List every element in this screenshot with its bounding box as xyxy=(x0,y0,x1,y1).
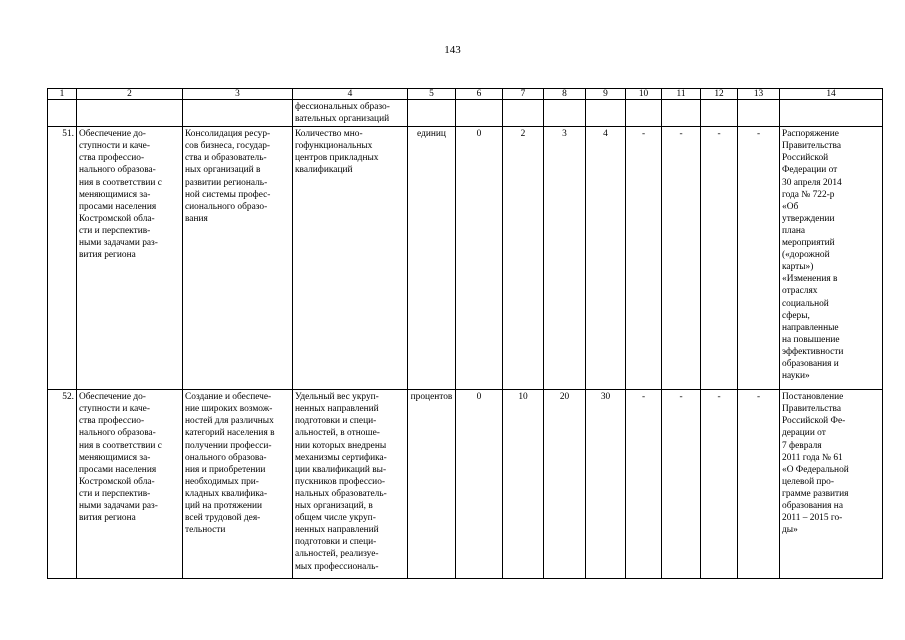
continuation-row xyxy=(48,100,883,127)
goal-cell xyxy=(77,390,183,579)
text-line: ции квалификаций вы- xyxy=(295,464,387,475)
indicators-table xyxy=(47,88,883,579)
col-header: 10 xyxy=(626,89,662,100)
text-line: Российской Фе- xyxy=(782,416,846,427)
text-line: на повышение xyxy=(782,334,840,345)
text-line: вания xyxy=(185,213,208,224)
text-line: «О Федеральной xyxy=(782,464,849,475)
value-cell: 0 xyxy=(456,390,503,579)
text-line: ной системы профес- xyxy=(185,189,271,200)
col-header: 14 xyxy=(780,89,883,100)
text-line: науки» xyxy=(782,371,810,382)
text-line: ды» xyxy=(782,525,798,536)
value-cell: 3 xyxy=(544,127,586,390)
text-line: необходимых при- xyxy=(185,476,259,487)
value-cell: 2 xyxy=(503,127,544,390)
text-line: сферы, xyxy=(782,310,810,321)
unit-cell: процентов xyxy=(408,390,456,579)
text-line: Распоряжение xyxy=(782,129,839,140)
text-line: Федерации от xyxy=(782,165,838,176)
text-line: образования на xyxy=(782,501,843,512)
text-line: подготовки и специ- xyxy=(295,416,377,427)
text-line: сти и перспектив- xyxy=(79,225,151,236)
page-number: 143 xyxy=(444,44,461,56)
text-line: отраслях xyxy=(782,286,818,297)
text-line: ных организаций в xyxy=(185,165,261,176)
text-line: Обеспечение до- xyxy=(79,392,146,403)
col-header: 7 xyxy=(503,89,544,100)
text-line: нии которых внедрены xyxy=(295,440,387,451)
col-header: 4 xyxy=(293,89,408,100)
value-cell: 10 xyxy=(503,390,544,579)
text-line: ние широких возмож- xyxy=(185,404,273,415)
text-line: ненных направлений xyxy=(295,525,379,536)
text-line: Российской xyxy=(782,153,829,164)
text-line: «Изменения в xyxy=(782,274,838,285)
col-header: 9 xyxy=(586,89,626,100)
text-line: нального образова- xyxy=(79,165,156,176)
text-line: просами населения xyxy=(79,201,157,212)
text-line: Правительства xyxy=(782,404,841,415)
text-line: образования и xyxy=(782,358,839,369)
text-line: ций на протяжении xyxy=(185,501,263,512)
text-line: получении професси- xyxy=(185,440,272,451)
text-line: просами населения xyxy=(79,464,157,475)
text-line: развитии региональ- xyxy=(185,177,268,188)
text-line: всей трудовой дея- xyxy=(185,513,261,524)
text-line: грамме развития xyxy=(782,488,849,499)
text-line: ными задачами раз- xyxy=(79,501,158,512)
text-line: года № 722-р xyxy=(782,189,835,200)
text-line: меняющимися за- xyxy=(79,452,151,463)
text-line: ных организаций, в xyxy=(295,501,373,512)
text-line: мероприятий xyxy=(782,238,835,249)
value-cell: - xyxy=(701,390,738,579)
text-line: («дорожной xyxy=(782,250,830,261)
text-line: утверждении xyxy=(782,213,835,224)
text-line: 2011 года № 61 xyxy=(782,452,843,463)
text-line: онального образова- xyxy=(185,452,267,463)
text-line: категорий населения в xyxy=(185,428,275,439)
col-header: 13 xyxy=(738,89,780,100)
text-line: вития региона xyxy=(79,250,136,261)
task-cell xyxy=(183,390,293,579)
row-number: 52. xyxy=(48,390,77,579)
indicator-cell xyxy=(293,127,408,390)
text-line: меняющимися за- xyxy=(79,189,151,200)
text-line: плана xyxy=(782,225,806,236)
text-line: альностей, в отноше- xyxy=(295,428,380,439)
text-line: ступности и каче- xyxy=(79,141,150,152)
value-cell: 0 xyxy=(456,127,503,390)
text-line: целевой про- xyxy=(782,476,834,487)
source-cell xyxy=(780,390,883,579)
col-header: 6 xyxy=(456,89,503,100)
table-row xyxy=(48,127,883,390)
text-line: ными задачами раз- xyxy=(79,238,158,249)
text-line: Обеспечение до- xyxy=(79,129,146,140)
text-line: вития региона xyxy=(79,513,136,524)
text-line: дерации от xyxy=(782,428,826,439)
value-cell: - xyxy=(626,390,662,579)
column-number-row xyxy=(48,89,883,100)
text-line: тельности xyxy=(185,525,226,536)
text-line: ния в соответствии с xyxy=(79,440,162,451)
text-line: ства и образователь- xyxy=(185,153,267,164)
text-line: пускников профессио- xyxy=(295,476,386,487)
text-line: квалификаций xyxy=(295,165,353,176)
value-cell: 20 xyxy=(544,390,586,579)
text-line: Постановление xyxy=(782,392,844,403)
value-cell: - xyxy=(738,127,780,390)
text-line: ния в соответствии с xyxy=(79,177,162,188)
text-line: ненных направлений xyxy=(295,404,379,415)
text-line: сти и перспектив- xyxy=(79,488,151,499)
source-cell xyxy=(780,127,883,390)
value-cell: 4 xyxy=(586,127,626,390)
col-header: 8 xyxy=(544,89,586,100)
text-line: механизмы сертифика- xyxy=(295,452,387,463)
text-line: подготовки и специ- xyxy=(295,537,377,548)
text-line: сов бизнеса, государ- xyxy=(185,141,271,152)
text-line: ния и приобретении xyxy=(185,464,266,475)
continued-indicator-cell: фессиональных образо- вательных организаций xyxy=(293,100,408,127)
text-line: Создание и обеспече- xyxy=(185,392,272,403)
text-line: ства профессио- xyxy=(79,416,145,427)
text-line: сионального образо- xyxy=(185,201,268,212)
text-line: ностей для различных xyxy=(185,416,274,427)
text-line: Консолидация ресур- xyxy=(185,129,271,140)
col-header: 1 xyxy=(48,89,77,100)
text-line: Костромской обла- xyxy=(79,213,155,224)
row-number: 51. xyxy=(48,127,77,390)
text-line: ства профессио- xyxy=(79,153,145,164)
col-header: 3 xyxy=(183,89,293,100)
text-line: нального образова- xyxy=(79,428,156,439)
value-cell: 30 xyxy=(586,390,626,579)
text-line: Удельный вес укруп- xyxy=(295,392,379,403)
text-line: «Об xyxy=(782,201,799,212)
table-row xyxy=(48,390,883,579)
value-cell: - xyxy=(662,390,701,579)
unit-cell: единиц xyxy=(408,127,456,390)
value-cell: - xyxy=(701,127,738,390)
text-line: 7 февраля xyxy=(782,440,822,451)
text-line: ступности и каче- xyxy=(79,404,150,415)
text-line: направленные xyxy=(782,322,839,333)
text-line: центров прикладных xyxy=(295,153,379,164)
task-cell xyxy=(183,127,293,390)
text-line: эффективности xyxy=(782,346,844,357)
text-line: альностей, реализуе- xyxy=(295,549,379,560)
value-cell: - xyxy=(662,127,701,390)
text-line: общем числе укруп- xyxy=(295,513,376,524)
col-header: 12 xyxy=(701,89,738,100)
text-line: Количество мно- xyxy=(295,129,363,140)
text-line: социальной xyxy=(782,298,829,309)
col-header: 2 xyxy=(77,89,183,100)
text-line: Костромской обла- xyxy=(79,476,155,487)
text-line: кладных квалифика- xyxy=(185,488,268,499)
col-header: 11 xyxy=(662,89,701,100)
value-cell: - xyxy=(626,127,662,390)
value-cell: - xyxy=(738,390,780,579)
text-line: 30 апреля 2014 xyxy=(782,177,842,188)
text-line: нальных образователь- xyxy=(295,488,387,499)
goal-cell xyxy=(77,127,183,390)
col-header: 5 xyxy=(408,89,456,100)
text-line: 2011 – 2015 го- xyxy=(782,513,843,524)
text-line: гофункциональных xyxy=(295,141,373,152)
text-line: Правительства xyxy=(782,141,841,152)
text-line: мых профессиональ- xyxy=(295,561,379,572)
text-line: карты») xyxy=(782,262,814,273)
indicator-cell xyxy=(293,390,408,579)
